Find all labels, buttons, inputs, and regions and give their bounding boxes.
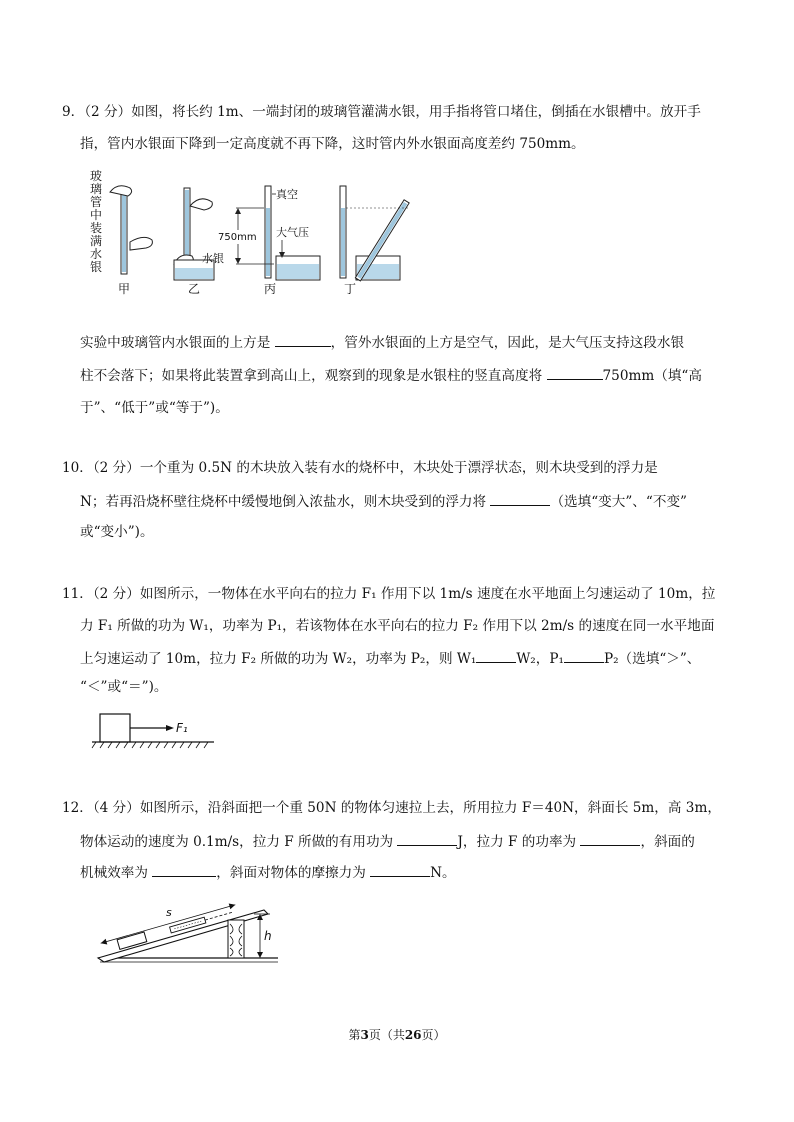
q9-hand-jia-top: [110, 186, 132, 196]
q9-blank-2[interactable]: [547, 365, 603, 380]
q9-torricelli-figure: [88, 168, 448, 296]
q11-line2: 力 F₁ 所做的功为 W₁，功率为 P₁，若该物体在水平向右的拉力 F₂ 作用下以 2m/s 的速度在同一水平地面: [80, 618, 715, 634]
q9-caption-yi: 乙: [188, 282, 201, 296]
page-footer: 第3页（共26页）: [348, 1028, 446, 1042]
q12-blank-4[interactable]: [370, 862, 430, 877]
q9-vlabel-0: 玻: [90, 169, 103, 183]
q9-line5: 于”、“低于”或“等于”)。: [80, 400, 229, 416]
q12-incline-figure: [88, 896, 284, 968]
q9-vlabel-5: 满: [90, 234, 103, 248]
q9-caption-bing: 丙: [264, 282, 277, 296]
q11-line3: 上匀速运动了 10m，拉力 F₂ 所做的功为 W₂，功率为 P₂，则 W₁ W₂，P₁ P₂（选填“＞”、: [80, 648, 700, 669]
footer-total-pages: 26: [404, 1028, 422, 1042]
q9-label-vacuum: 真空: [276, 188, 298, 201]
q10-line2: N；若再沿烧杯壁往烧杯中缓慢地倒入浓盐水，则木块受到的浮力将 （选填“变大”、“不变”: [80, 491, 687, 512]
q12-line1: 12．（4 分）如图所示，沿斜面把一个重 50N 的物体匀速拉上去，所用拉力 F＝40N，斜面长 5m，高 3m，: [62, 800, 721, 816]
q9-label-atm: 大气压: [276, 226, 309, 239]
q9-caption-jia: 甲: [118, 282, 131, 296]
q12-line2: 物体运动的速度为 0.1m/s，拉力 F 所做的有用功为 J，拉力 F 的功率为 ，斜面的: [80, 831, 695, 852]
q12-blank-1[interactable]: [397, 831, 457, 846]
q10-line1: 10．（2 分）一个重为 0.5N 的木块放入装有水的烧杯中，木块处于漂浮状态，则木块受到的浮力是: [62, 460, 658, 476]
q9-line4: 柱不会落下；如果将此装置拿到高山上，观察到的现象是水银柱的竖直高度将 750mm（填“高: [80, 365, 702, 386]
q11-force-figure: [90, 706, 220, 750]
q9-label-750mm: 750mm: [218, 232, 257, 243]
q11-force-label: F₁: [176, 721, 188, 735]
q9-hand-yi-top: [190, 199, 212, 210]
q11-blank-2[interactable]: [564, 648, 604, 663]
q12-line3: 机械效率为 ，斜面对物体的摩擦力为 N。: [80, 862, 456, 883]
q9-hand-jia-bottom: [130, 237, 152, 250]
q12-label-s: s: [166, 906, 172, 919]
q9-vertical-label: [90, 168, 102, 274]
q9-label-mercury: 水银: [202, 252, 224, 265]
q11-block: [100, 714, 130, 742]
q11-line1: 11．（2 分）如图所示，一物体在水平向右的拉力 F₁ 作用下以 1m/s 速度在水平地面上匀速运动了 10m，拉: [62, 586, 716, 602]
q9-caption-ding: 丁: [344, 282, 357, 296]
q9-blank-1[interactable]: [275, 332, 331, 347]
q9-vlabel-2: 管: [90, 195, 103, 209]
footer-page-number: 3: [360, 1028, 369, 1042]
q9-vlabel-1: 璃: [90, 182, 103, 196]
q11-line4: “＜”或“＝”)。: [80, 679, 168, 695]
q9-line3: 实验中玻璃管内水银面的上方是 ，管外水银面的上方是空气，因此，是大气压支持这段水银: [80, 332, 684, 353]
q9-vlabel-3: 中: [90, 208, 103, 222]
q10-blank-1[interactable]: [490, 491, 550, 506]
q12-blank-2[interactable]: [580, 831, 640, 846]
q12-support: [228, 920, 244, 958]
q9-vlabel-7: 银: [90, 260, 103, 274]
q12-label-h: h: [264, 929, 272, 943]
q9-line1: 9．（2 分）如图，将长约 1m、一端封闭的玻璃管灌满水银，用手指将管口堵住，倒插在水银槽中。放开手: [62, 104, 701, 120]
q9-line2: 指，管内水银面下降到一定高度就不再下降，这时管内外水银面高度差约 750mm。: [80, 136, 585, 152]
q9-vlabel-6: 水: [90, 247, 103, 261]
q10-line3: 或“变小”)。: [80, 524, 154, 540]
q9-vlabel-4: 装: [90, 221, 103, 235]
q12-blank-3[interactable]: [152, 862, 216, 877]
q11-blank-1[interactable]: [476, 648, 516, 663]
